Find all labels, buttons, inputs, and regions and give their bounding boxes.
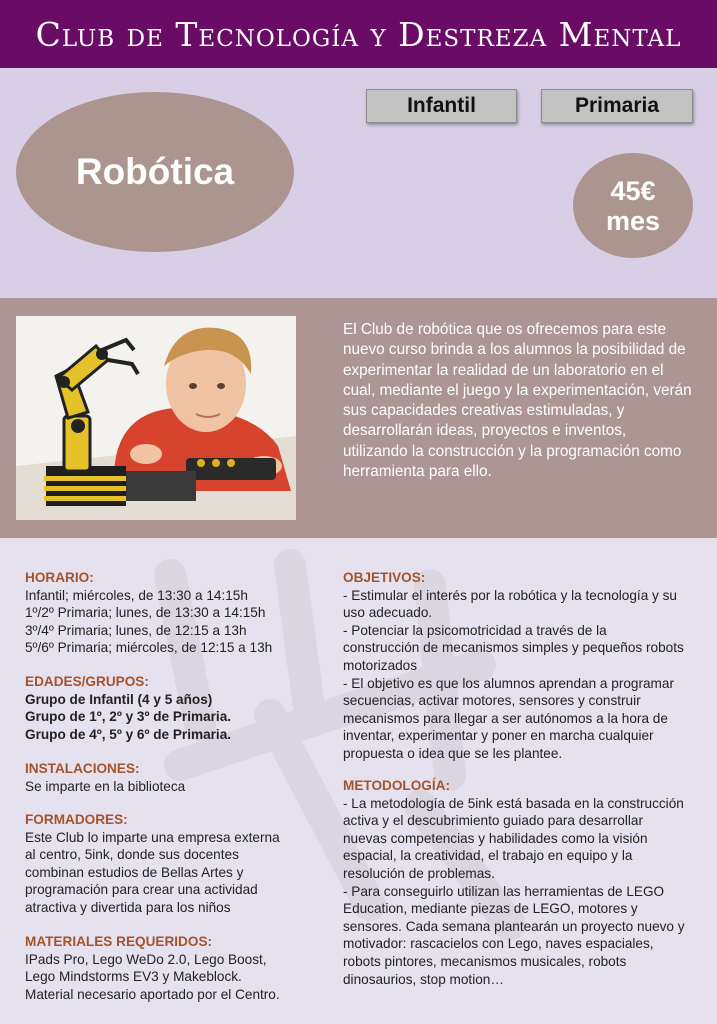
objetivos-line: - Potenciar la psicomotricidad a través de la: [343, 622, 607, 638]
formadores-section: [25, 811, 325, 917]
horario-heading: HORARIO:: [25, 570, 94, 585]
formadores-line: Este Club lo imparte una empresa externa: [25, 829, 280, 845]
formadores-line: programación para crear una actividad: [25, 882, 258, 898]
metodologia-line: - Para conseguirlo utilizan las herramientas de LEGO: [343, 883, 665, 899]
club-title-oval: [16, 92, 294, 252]
metodologia-line: activa y el descubrimiento guiado para desarrollar: [343, 813, 643, 829]
metodologia-line: Education, mediante piezas de LEGO, motores y: [343, 901, 638, 917]
objetivos-line: inventar, experimentar y poner en marcha cualquier: [343, 728, 654, 744]
objetivos-line: motorizados: [343, 657, 418, 673]
header-title: Club de Tecnología y Destreza Mental: [35, 14, 682, 54]
edades-line: Grupo de 1º, 2º y 3º de Primaria.: [25, 709, 232, 725]
edades-line: Grupo de Infantil (4 y 5 años): [25, 691, 213, 707]
edades-line: Grupo de 4º, 5º y 6º de Primaria.: [25, 726, 232, 742]
metodologia-line: sensores. Cada semana plantearán un proyecto nuevo y: [343, 918, 685, 934]
header-bar: [0, 0, 717, 68]
edades-heading: EDADES/GRUPOS:: [25, 674, 149, 689]
instalaciones-section: [25, 760, 325, 795]
metodologia-line: dinosaurios, stop motion…: [343, 971, 504, 987]
objetivos-line: mecanismos para llegar a ser autónomos a la hora de: [343, 710, 668, 726]
club-title: Robótica: [75, 151, 235, 192]
price-unit: mes: [605, 205, 661, 236]
objetivos-line: propuesta o idea que se les plantee.: [343, 745, 563, 761]
metodologia-line: resolución de problemas.: [343, 865, 495, 881]
horario-line: 5º/6º Primaria; miércoles, de 12:15 a 13h: [25, 640, 273, 656]
metodologia-line: nuevas competencias y habilidades como la visión: [343, 830, 648, 846]
price-badge: [573, 153, 693, 258]
instalaciones-line: Se imparte en la biblioteca: [25, 778, 186, 794]
objetivos-heading: OBJETIVOS:: [343, 570, 426, 585]
metodologia-section: [343, 777, 713, 988]
materiales-line: Lego Mindstorms EV3 y Makeblock.: [25, 969, 242, 985]
price-amount: 45€: [610, 175, 656, 206]
level-button-primaria[interactable]: Primaria: [541, 89, 693, 123]
robot-arm-photo: [16, 316, 296, 520]
metodologia-line: espacial, la creatividad, el trabajo en equipo y la: [343, 848, 633, 864]
objetivos-line: construcción de mecanismos simples y pequeños robots: [343, 640, 684, 656]
metodologia-line: robots pintores, mecanismos musicales, robots: [343, 953, 627, 969]
metodologia-line: motivador: rascacielos con Lego, naves espaciales,: [343, 936, 654, 952]
horario-line: 3º/4º Primaria; lunes, de 12:15 a 13h: [25, 622, 247, 638]
materiales-section: [25, 933, 325, 1003]
formadores-line: combinan estudios de Bellas Artes y: [25, 864, 244, 880]
objetivos-line: secuencias, activar motores, sensores y construir: [343, 693, 641, 709]
metodologia-heading: METODOLOGÍA:: [343, 778, 450, 793]
horario-section: [25, 569, 325, 657]
horario-line: Infantil; miércoles, de 13:30 a 14:15h: [25, 587, 248, 603]
intro-text: El Club de robótica que os ofrecemos para este nuevo curso brinda a los alumnos la posibilidad de experimentar la realidad de un laboratorio en el cual, mediante el juego y la experimentación, verán sus capacidades creativas estimuladas, y desarrollarán ideas, proyectos e inventos, utilizando la construcción y la programación como herramienta para ello.: [343, 321, 692, 481]
materiales-line: IPads Pro, Lego WeDo 2.0, Lego Boost,: [25, 951, 267, 967]
materiales-heading: MATERIALES REQUERIDOS:: [25, 934, 213, 949]
materiales-line: Material necesario aportado por el Centro.: [25, 986, 280, 1002]
level-button-infantil[interactable]: Infantil: [366, 89, 517, 123]
objetivos-line: - Estimular el interés por la robótica y la tecnología y su: [343, 587, 677, 603]
edades-section: [25, 673, 325, 743]
objetivos-line: - El objetivo es que los alumnos aprendan a programar: [343, 675, 674, 691]
robot-arm-illustration: [16, 316, 296, 520]
objetivos-line: uso adecuado.: [343, 605, 433, 621]
formadores-line: al centro, 5ink, donde sus docentes: [25, 847, 239, 863]
metodologia-line: - La metodología de 5ink está basada en la construcción: [343, 795, 684, 811]
instalaciones-heading: INSTALACIONES:: [25, 761, 140, 776]
formadores-line: atractiva y divertida para los niños: [25, 899, 231, 915]
objetivos-section: [343, 569, 713, 763]
horario-line: 1º/2º Primaria; lunes, de 13:30 a 14:15h: [25, 605, 266, 621]
formadores-heading: FORMADORES:: [25, 812, 128, 827]
